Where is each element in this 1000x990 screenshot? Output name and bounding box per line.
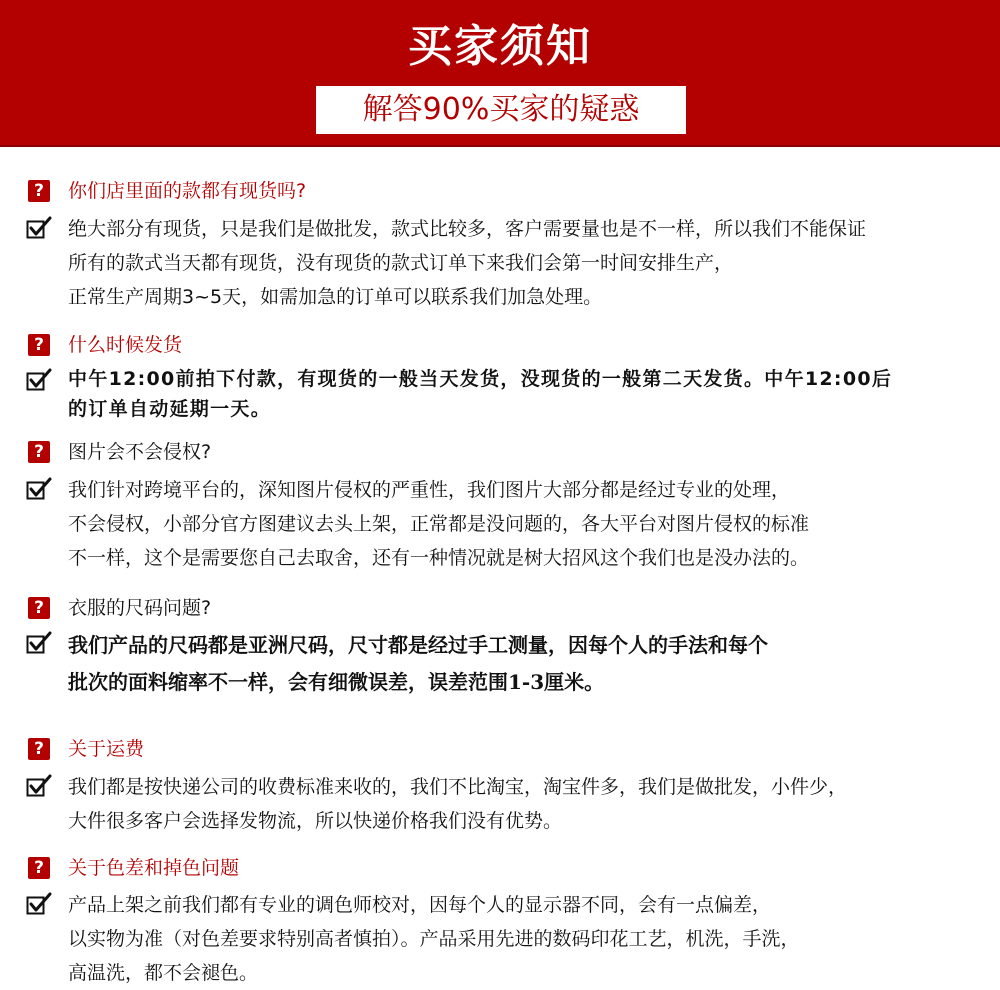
question-mark-icon: ? — [28, 334, 50, 356]
faq-answer — [68, 770, 983, 838]
answer-line: 以实物为准（对色差要求特别高者慎拍）。产品采用先进的数码印花工艺，机洗，手洗， — [68, 928, 800, 950]
answer-line: 大件很多客户会选择发物流，所以快递价格我们没有优势。 — [68, 810, 563, 832]
checkbox-check-icon — [26, 477, 52, 501]
checkbox-check-icon — [26, 631, 52, 655]
faq-answer — [68, 364, 983, 424]
faq-question: 关于色差和掉色问题 — [68, 857, 240, 879]
checkbox-check-icon — [26, 368, 52, 392]
question-mark-icon: ? — [28, 597, 50, 619]
question-mark-icon: ? — [28, 738, 50, 760]
answer-line: 我们针对跨境平台的，深知图片侵权的严重性，我们图片大部分都是经过专业的处理， — [68, 479, 791, 501]
answer-line: 中午12:00前拍下付款，有现货的一般当天发货，没现货的一般第二天发货。中午12:00后 — [68, 368, 893, 390]
faq-answer — [68, 627, 983, 701]
answer-line: 不一样，这个是需要您自己去取舍，还有一种情况就是树大招风这个我们也是没办法的。 — [68, 547, 810, 569]
faq-question: 图片会不会侵权? — [68, 441, 212, 463]
answer-line: 绝大部分有现货，只是我们是做批发，款式比较多，客户需要量也是不一样，所以我们不能保证 — [68, 218, 867, 240]
checkbox-check-icon — [26, 892, 52, 916]
answer-line: 的订单自动延期一天。 — [68, 398, 272, 420]
faq-question: 你们店里面的款都有现货吗? — [68, 180, 307, 202]
answer-line: 所有的款式当天都有现货，没有现货的款式订单下来我们会第一时间安排生产， — [68, 252, 734, 274]
question-mark-icon: ? — [28, 180, 50, 202]
checkbox-check-icon — [26, 216, 52, 240]
faq-answer — [68, 212, 983, 314]
question-mark-icon: ? — [28, 441, 50, 463]
answer-line: 批次的面料缩率不一样，会有细微误差，误差范围1-3厘米。 — [68, 670, 605, 694]
answer-line: 高温洗，都不会褪色。 — [68, 962, 259, 984]
faq-question: 关于运费 — [68, 738, 145, 760]
page-title: 买家须知 — [408, 21, 592, 72]
answer-line: 我们产品的尺码都是亚洲尺码，尺寸都是经过手工测量，因每个人的手法和每个 — [68, 633, 768, 657]
faq-question: 衣服的尺码问题? — [68, 597, 212, 619]
faq-answer — [68, 473, 983, 575]
faq-question: 什么时候发货 — [68, 334, 183, 356]
answer-line: 我们都是按快递公司的收费标准来收的，我们不比淘宝，淘宝件多，我们是做批发，小件少， — [68, 776, 848, 798]
question-mark-icon: ? — [28, 857, 50, 879]
header-banner — [0, 0, 1000, 147]
page-subtitle: 解答90%买家的疑惑 — [362, 92, 640, 127]
answer-line: 不会侵权，小部分官方图建议去头上架，正常都是没问题的，各大平台对图片侵权的标准 — [68, 513, 810, 535]
answer-line: 产品上架之前我们都有专业的调色师校对，因每个人的显示器不同，会有一点偏差， — [68, 894, 772, 916]
checkbox-check-icon — [26, 774, 52, 798]
subtitle-box — [316, 86, 686, 134]
faq-answer — [68, 888, 983, 990]
answer-line: 正常生产周期3~5天，如需加急的订单可以联系我们加急处理。 — [68, 286, 603, 308]
